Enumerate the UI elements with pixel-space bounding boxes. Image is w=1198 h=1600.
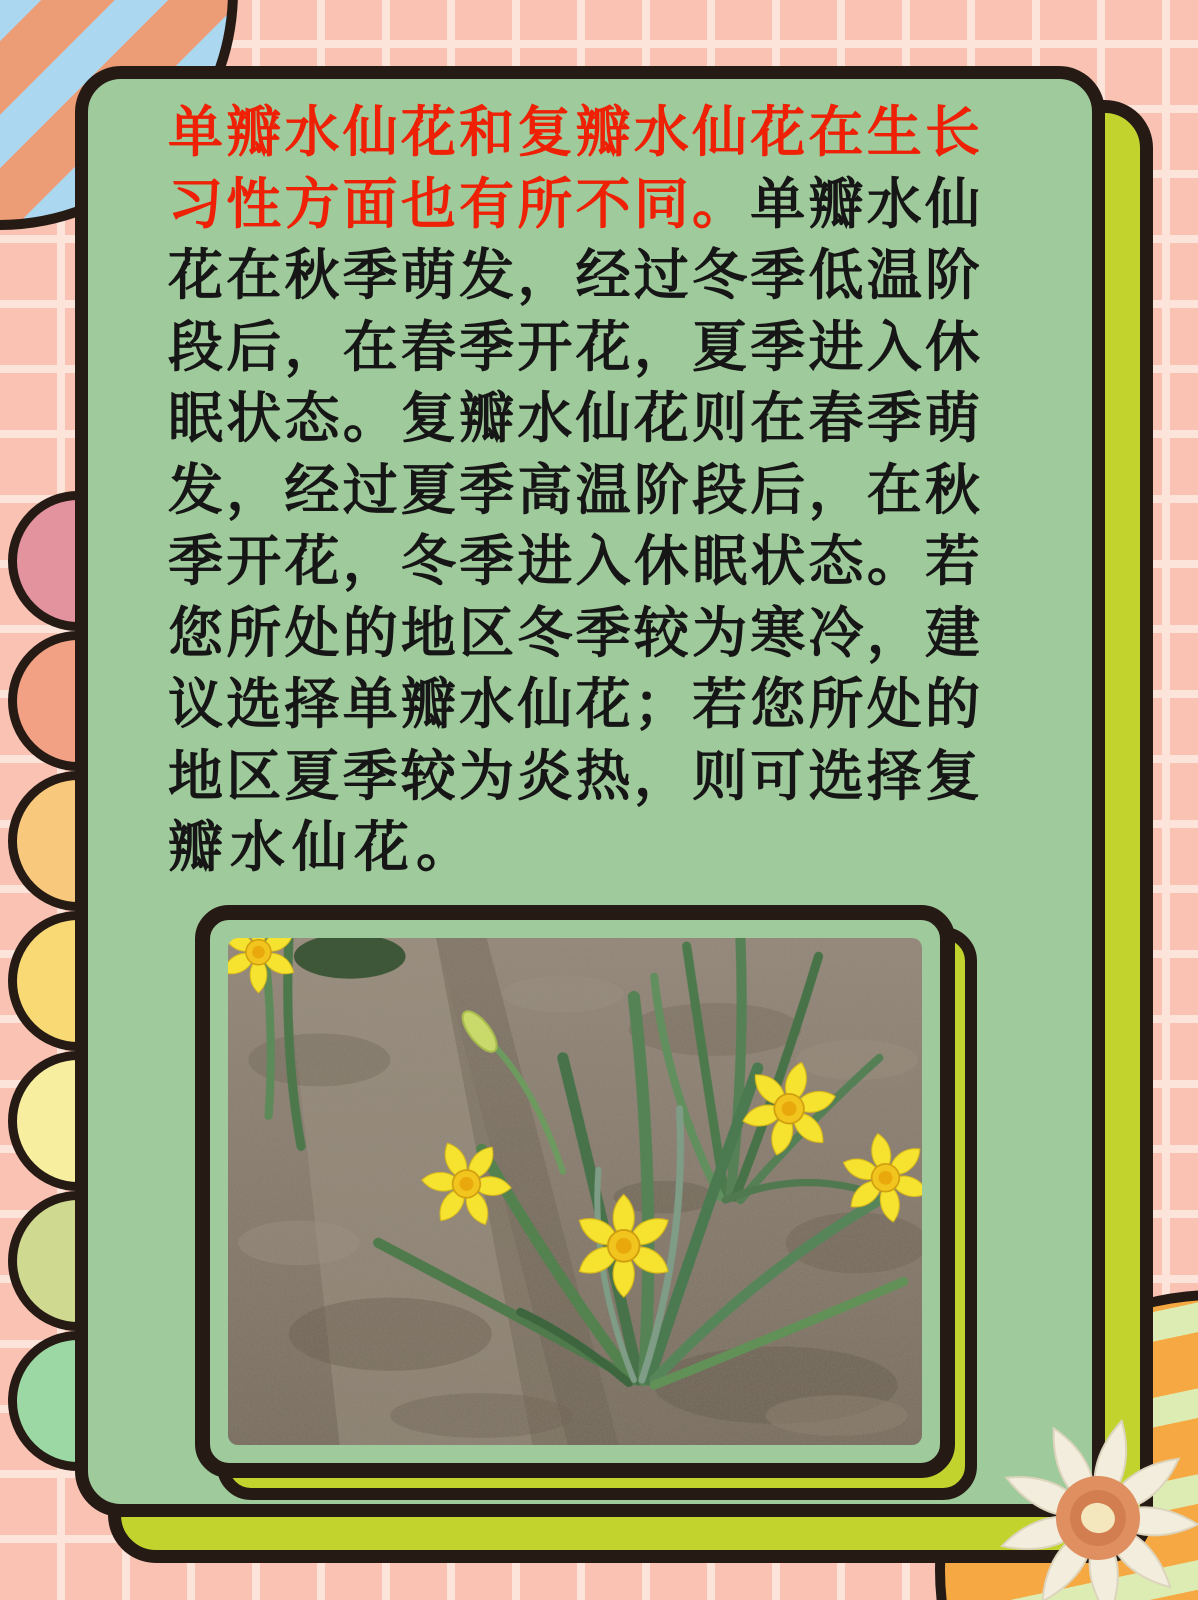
text-segment: 发，经过夏季高温阶段后，在秋 (168, 457, 980, 522)
text-segment: 眠状态。复瓣水仙花则在春季萌 (168, 386, 980, 450)
text-segment: 您所处的地区冬季较为寒冷，建 (168, 600, 980, 665)
text-line (168, 526, 980, 598)
text-line (168, 312, 980, 384)
text-line (168, 169, 980, 241)
text-segment: 地区夏季较为炎热，则可选择复 (168, 743, 980, 808)
text-line (168, 97, 980, 169)
text-segment: 季开花，冬季进入休眠状态。若 (168, 529, 980, 593)
text-line (168, 741, 980, 813)
text-segment: 瓣水仙花。 (168, 815, 479, 879)
text-line (168, 383, 980, 455)
text-segment: 单瓣水仙花和复瓣水仙花在生长 (168, 100, 980, 164)
text-line (168, 669, 980, 741)
body-text (168, 97, 980, 884)
text-segment: 议选择单瓣水仙花；若您所处的 (168, 672, 980, 736)
text-segment: 习性方面也有所不同。 (168, 171, 751, 236)
text-segment: 单瓣水仙 (750, 171, 980, 236)
text-segment: 花在秋季萌发，经过冬季低温阶 (168, 243, 980, 307)
text-line (168, 598, 980, 670)
photo-frame (195, 905, 955, 1478)
daffodil-photo (228, 938, 922, 1445)
text-line (168, 812, 980, 884)
text-line (168, 240, 980, 312)
daffodil-flower-icon (972, 1392, 1198, 1600)
text-segment: 段后，在春季开花，夏季进入休 (168, 314, 980, 379)
text-line (168, 455, 980, 527)
